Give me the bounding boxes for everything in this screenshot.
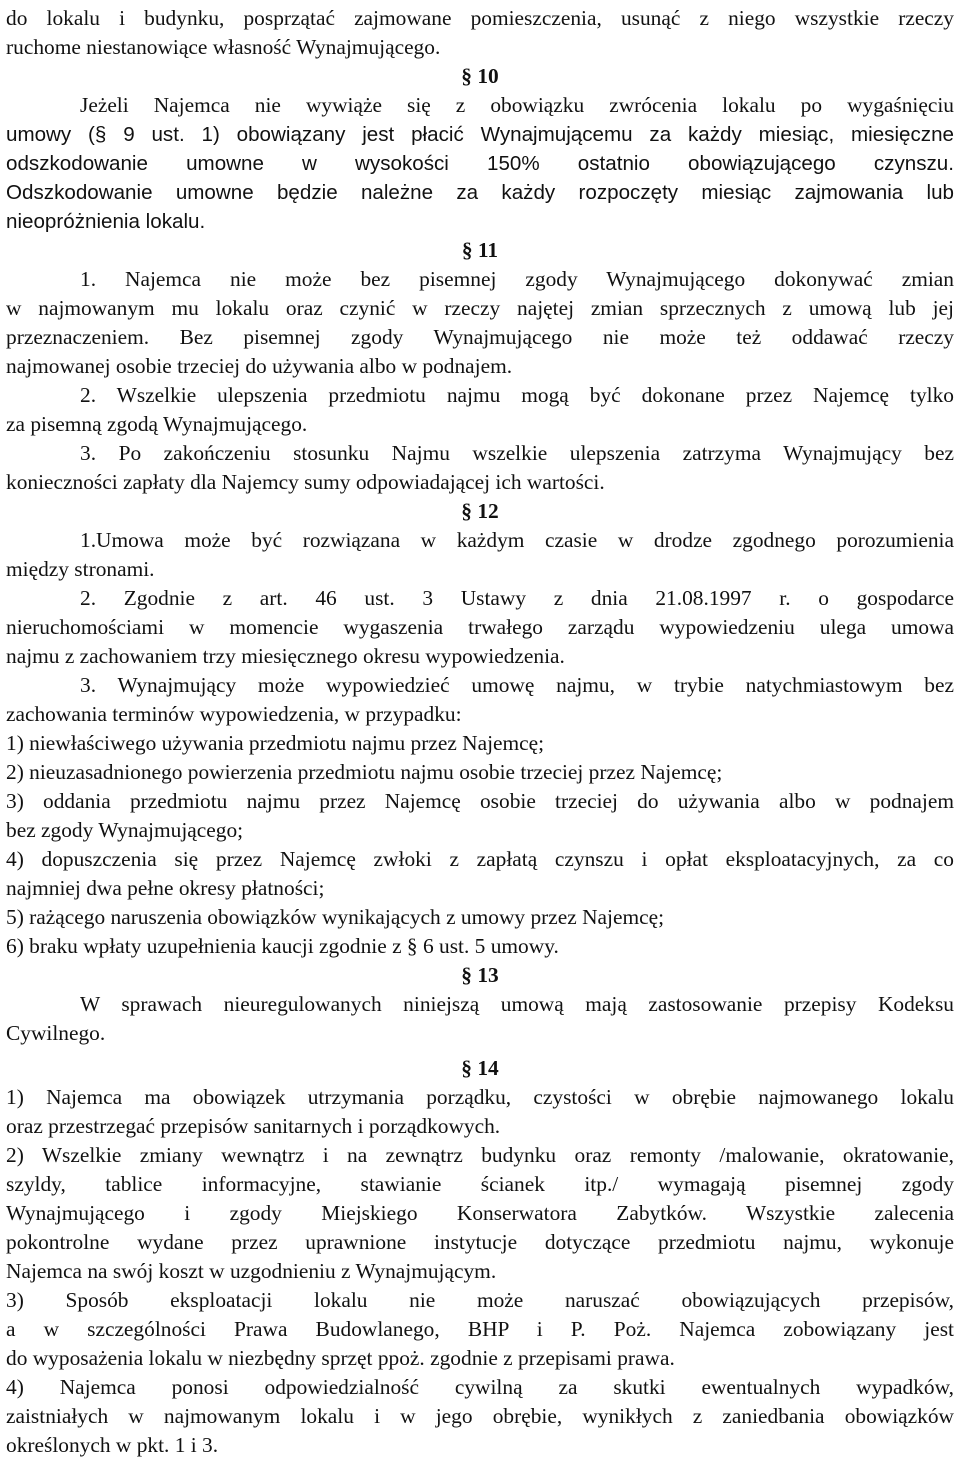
text-line: 3. Po zakończeniu stosunku Najmu wszelkie ulepszenia zatrzyma Wynajmujący bez bbox=[80, 441, 954, 465]
text-line: Odszkodowanie umowne będzie należne za każdy rozpoczęty miesiąc zajmowania lub bbox=[6, 181, 954, 204]
text-line: Cywilnego. bbox=[6, 1021, 106, 1045]
text-line: do wyposażenia lokalu w niezbędny sprzęt ppoż. zgodnie z przepisami prawa. bbox=[6, 1346, 675, 1370]
text-line: 1.Umowa może być rozwiązana w każdym czasie w drodze zgodnego porozumienia bbox=[80, 528, 954, 552]
text-line: ruchome niestanowiące własność Wynajmującego. bbox=[6, 35, 441, 59]
section-heading: § 13 bbox=[461, 963, 499, 987]
text-line: 2. Wszelkie ulepszenia przedmiotu najmu mogą być dokonane przez Najemcę tylko bbox=[80, 383, 954, 407]
text-line: Najemca na swój koszt w uzgodnieniu z Wynajmującym. bbox=[6, 1259, 497, 1283]
text-line: 3. Wynajmujący może wypowiedzieć umowę najmu, w trybie natychmiastowym bez bbox=[80, 673, 954, 697]
text-line: Wynajmującego i zgody Miejskiego Konserwatora Zabytków. Wszystkie zalecenia bbox=[6, 1201, 954, 1225]
section-heading: § 11 bbox=[461, 238, 499, 262]
text-line: szyldy, tablice informacyjne, stawianie ścianek itp./ wymagają pisemnej zgody bbox=[6, 1172, 954, 1196]
text-line: w najmowanym mu lokalu oraz czynić w rzeczy najętej zmian sprzecznych z umową lub jej bbox=[6, 296, 954, 320]
section-heading: § 12 bbox=[461, 499, 499, 523]
text-line: Jeżeli Najemca nie wywiąże się z obowiązku zwrócenia lokalu po wygaśnięciu bbox=[80, 93, 954, 117]
text-line: 1) niewłaściwego używania przedmiotu najmu przez Najemcę; bbox=[6, 731, 545, 755]
text-line: pokontrolne wydane przez uprawnione instytucje dotyczące przedmiotu najmu, wykonuje bbox=[6, 1230, 954, 1254]
text-line: bez zgody Wynajmującego; bbox=[6, 818, 244, 842]
text-line: do lokalu i budynku, posprzątać zajmowane pomieszczenia, usunąć z niego wszystkie rzeczy bbox=[6, 6, 954, 30]
text-line: 6) braku wpłaty uzupełnienia kaucji zgodnie z § 6 ust. 5 umowy. bbox=[6, 934, 559, 958]
text-line: 4) dopuszczenia się przez Najemcę zwłoki z zapłatą czynszu i opłat eksploatacyjnych, za co bbox=[6, 847, 954, 871]
text-line: 2) nieuzasadnionego powierzenia przedmiotu najmu osobie trzeciej przez Najemcę; bbox=[6, 760, 723, 784]
text-line: między stronami. bbox=[6, 557, 155, 581]
text-line: 1. Najemca nie może bez pisemnej zgody Wynajmującego dokonywać zmian bbox=[80, 267, 954, 291]
text-line: za pisemną zgodą Wynajmującego. bbox=[6, 412, 308, 436]
text-line: przeznaczeniem. Bez pisemnej zgody Wynajmującego nie może też oddawać rzeczy bbox=[6, 325, 954, 349]
text-line: oraz przestrzegać przepisów sanitarnych i porządkowych. bbox=[6, 1114, 501, 1138]
text-line: zaistniałych w najmowanym lokalu i w jego obrębie, wynikłych z zaniedbania obowiązków bbox=[6, 1404, 954, 1428]
text-line: konieczności zapłaty dla Najemcy sumy odpowiadającej ich wartości. bbox=[6, 470, 605, 494]
text-line: 1) Najemca ma obowiązek utrzymania porządku, czystości w obrębie najmowanego lokalu bbox=[6, 1085, 954, 1109]
text-line: 3) Sposób eksploatacji lokalu nie może naruszać obowiązujących przepisów, bbox=[6, 1288, 954, 1312]
text-line: najmu z zachowaniem trzy miesięcznego okresu wypowiedzenia. bbox=[6, 644, 565, 668]
text-line: 2. Zgodnie z art. 46 ust. 3 Ustawy z dnia 21.08.1997 r. o gospodarce bbox=[80, 586, 954, 610]
text-line: najmniej dwa pełne okresy płatności; bbox=[6, 876, 325, 900]
text-line: zachowania terminów wypowiedzenia, w przypadku: bbox=[6, 702, 462, 726]
text-line: określonych w pkt. 1 i 3. bbox=[6, 1433, 219, 1457]
text-line: W sprawach nieuregulowanych niniejszą umową mają zastosowanie przepisy Kodeksu bbox=[80, 992, 954, 1016]
text-line: nieopróżnienia lokalu. bbox=[6, 210, 206, 233]
section-heading: § 10 bbox=[461, 64, 499, 88]
text-line: 5) rażącego naruszenia obowiązków wynikających z umowy przez Najemcę; bbox=[6, 905, 665, 929]
text-line: a w szczególności Prawa Budowlanego, BHP i P. Poż. Najemca zobowiązany jest bbox=[6, 1317, 954, 1341]
text-line: odszkodowanie umowne w wysokości 150% ostatnio obowiązującego czynszu. bbox=[6, 152, 954, 175]
text-line: najmowanej osobie trzeciej do używania albo w podnajem. bbox=[6, 354, 513, 378]
section-heading: § 14 bbox=[461, 1056, 499, 1080]
text-line: 3) oddania przedmiotu najmu przez Najemcę osobie trzeciej do używania albo w podnajem bbox=[6, 789, 954, 813]
text-line: 4) Najemca ponosi odpowiedzialność cywilną za skutki ewentualnych wypadków, bbox=[6, 1375, 954, 1399]
text-line: nieruchomościami w momencie wygaszenia trwałego zarządu wypowiedzeniu ulega umowa bbox=[6, 615, 954, 639]
text-line: 2) Wszelkie zmiany wewnątrz i na zewnątrz budynku oraz remonty /malowanie, okratowanie, bbox=[6, 1143, 954, 1167]
text-line: umowy (§ 9 ust. 1) obowiązany jest płacić Wynajmującemu za każdy miesiąc, miesięczne bbox=[6, 123, 954, 146]
